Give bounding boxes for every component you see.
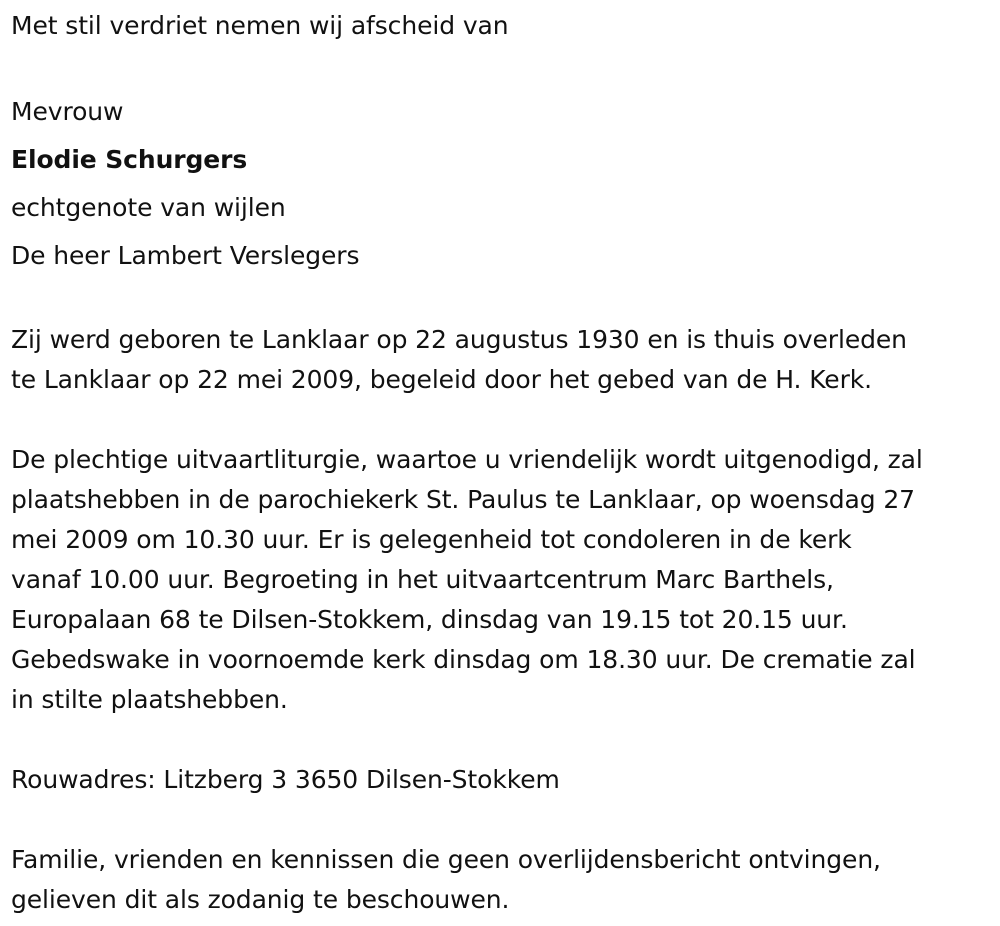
funeral-paragraph bbox=[11, 440, 996, 720]
spacer bbox=[11, 400, 996, 440]
deceased-name: Elodie Schurgers bbox=[11, 145, 248, 174]
paragraph-line: vanaf 10.00 uur. Begroeting in het uitvaartcentrum Marc Barthels, bbox=[11, 565, 834, 594]
paragraph-line: in stilte plaatshebben. bbox=[11, 685, 288, 714]
paragraph-line: mei 2009 om 10.30 uur. Er is gelegenheid tot condoleren in de kerk bbox=[11, 525, 852, 554]
mourning-address: Rouwadres: Litzberg 3 3650 Dilsen-Stokkem bbox=[11, 765, 560, 794]
paragraph-line: gelieven dit als zodanig te beschouwen. bbox=[11, 885, 510, 914]
paragraph-line: Europalaan 68 te Dilsen-Stokkem, dinsdag van 19.15 tot 20.15 uur. bbox=[11, 605, 848, 634]
deceased-title: Mevrouw bbox=[11, 97, 124, 126]
spacer bbox=[11, 46, 996, 86]
paragraph-line: De plechtige uitvaartliturgie, waartoe u vriendelijk wordt uitgenodigd, zal bbox=[11, 445, 923, 474]
paragraph-line: Zij werd geboren te Lanklaar op 22 augustus 1930 en is thuis overleden bbox=[11, 325, 907, 354]
death-notice bbox=[11, 6, 996, 920]
paragraph-line: Familie, vrienden en kennissen die geen overlijdensbericht ontvingen, bbox=[11, 845, 881, 874]
spacer bbox=[11, 800, 996, 840]
spacer bbox=[11, 280, 996, 320]
closing-paragraph bbox=[11, 840, 996, 920]
paragraph-line: te Lanklaar op 22 mei 2009, begeleid door het gebed van de H. Kerk. bbox=[11, 365, 872, 394]
birth-death-paragraph bbox=[11, 320, 996, 400]
deceased-block bbox=[11, 88, 996, 280]
paragraph-line: Gebedswake in voornoemde kerk dinsdag om 18.30 uur. De crematie zal bbox=[11, 645, 916, 674]
deceased-relation: echtgenote van wijlen bbox=[11, 193, 286, 222]
opening-line: Met stil verdriet nemen wij afscheid van bbox=[11, 11, 509, 40]
paragraph-line: plaatshebben in de parochiekerk St. Paulus te Lanklaar, op woensdag 27 bbox=[11, 485, 915, 514]
spacer bbox=[11, 720, 996, 760]
spouse-name: De heer Lambert Verslegers bbox=[11, 241, 360, 270]
